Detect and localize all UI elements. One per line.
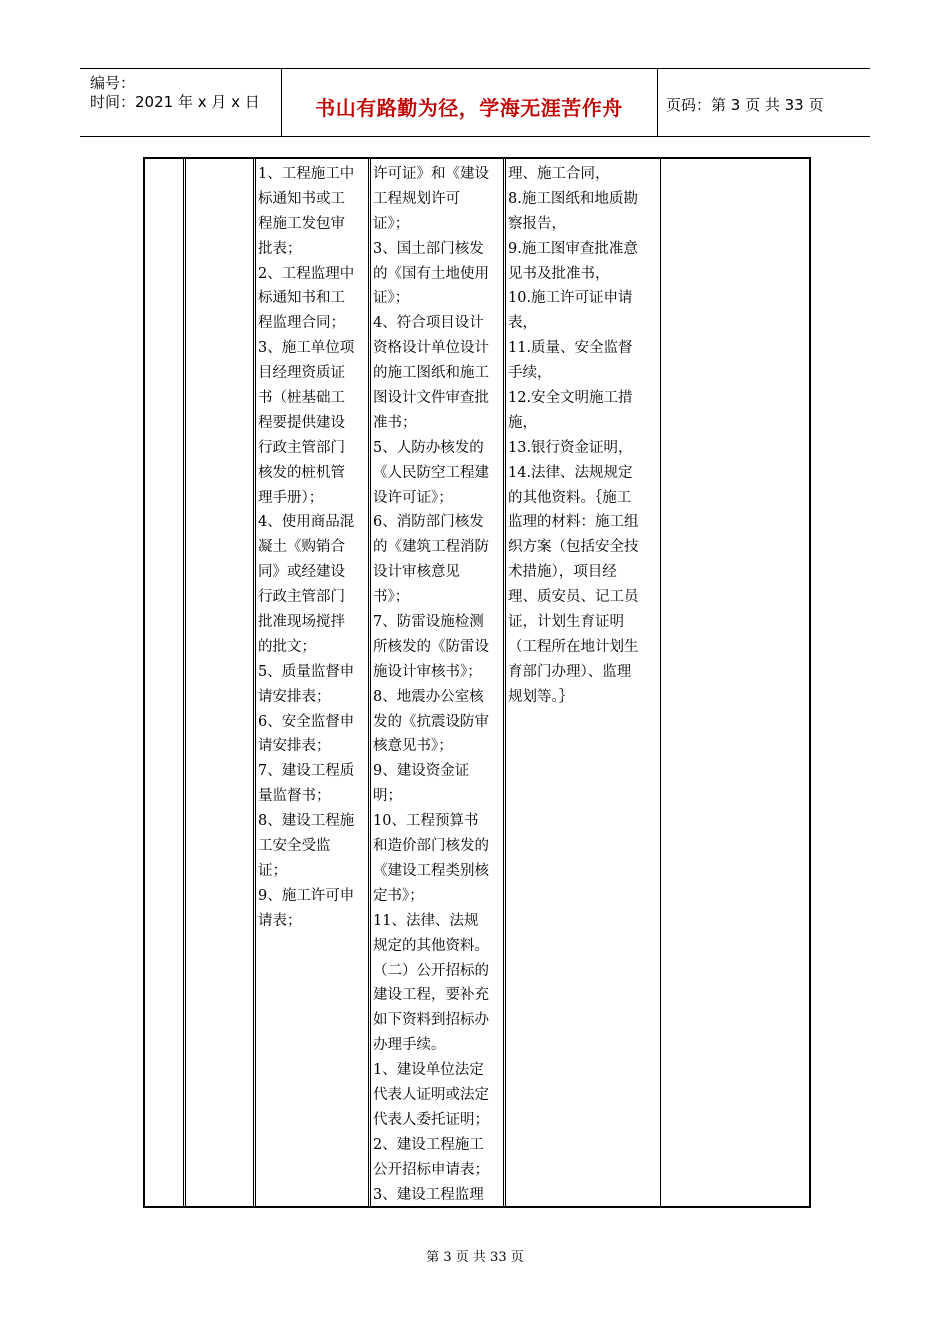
table-text-line: 《人民防空工程建 xyxy=(373,464,489,481)
table-text-line: 6、安全监督申 xyxy=(258,713,355,730)
table-text-line: 12.安全文明施工措 xyxy=(508,390,633,407)
table-text-line: 凝土《购销合 xyxy=(258,539,345,556)
table-text-line: 手续， xyxy=(508,365,552,382)
table-text-line: 同》或经建设 xyxy=(258,564,345,581)
table-text-line: 2、建设工程施工 xyxy=(373,1136,484,1153)
page-footer: 第 3 页 共 33 页 xyxy=(426,1250,524,1265)
header-meta-cell xyxy=(80,69,282,136)
table-text-line: 行政主管部门 xyxy=(258,589,345,606)
table-text-line: 建设工程，要补充 xyxy=(373,987,489,1004)
document-number-label: 编号： xyxy=(90,74,136,92)
table-text-line: 8、建设工程施 xyxy=(258,813,355,830)
column-divider xyxy=(253,159,256,1206)
table-text-line: 许可证》和《建设 xyxy=(373,166,489,182)
table-text-line: 请表； xyxy=(258,912,302,929)
table-text-line: 工程规划许可 xyxy=(373,190,460,207)
table-text-line: 所核发的《防雷设 xyxy=(373,638,489,655)
table-cell-col5 xyxy=(508,162,658,710)
table-text-line: 证，计划生育证明 xyxy=(508,614,624,631)
table-text-line: 代表人委托证明； xyxy=(373,1111,489,1128)
table-text-line: 标通知书或工 xyxy=(258,190,345,207)
column-divider xyxy=(503,159,506,1206)
table-text-line: 发的《抗震设防审 xyxy=(373,713,489,730)
table-text-line: 办理手续。 xyxy=(373,1037,446,1054)
table-text-line: （工程所在地计划生 xyxy=(508,638,639,655)
header-motto: 书山有路勤为径，学海无涯苦作舟 xyxy=(315,96,623,120)
table-text-line: 请安排表； xyxy=(258,738,331,755)
table-cell-col3 xyxy=(258,162,366,934)
table-text-line: 行政主管部门 xyxy=(258,439,345,456)
table-cell-col4 xyxy=(373,162,501,1207)
header-page-cell xyxy=(658,69,870,136)
table-text-line: 3、建设工程监理 xyxy=(373,1186,484,1203)
column-divider xyxy=(183,159,186,1206)
table-text-line: 14.法律、法规规定 xyxy=(508,464,633,481)
table-text-line: 的批文； xyxy=(258,638,316,655)
table-text-line: 核发的桩机管 xyxy=(258,464,345,481)
table-text-line: 批表； xyxy=(258,240,302,257)
table-text-line: 请安排表； xyxy=(258,688,331,705)
table-text-line: 织方案（包括安全技 xyxy=(508,539,639,556)
table-text-line: 核意见书》； xyxy=(373,738,453,755)
table-text-line: 的《建筑工程消防 xyxy=(373,539,489,556)
header-page-info: 页码：第 3 页 共 33 页 xyxy=(666,96,824,114)
table-text-line: 8、地震办公室核 xyxy=(373,688,484,705)
table-text-line: 《建设工程类别核 xyxy=(373,862,489,879)
table-text-line: 11.质量、安全监督 xyxy=(508,340,633,357)
table-text-line: 察报告， xyxy=(508,215,566,232)
table-text-line: 5、质量监督申 xyxy=(258,663,355,680)
table-text-line: 工安全受监 xyxy=(258,838,331,855)
table-text-line: 13.银行资金证明， xyxy=(508,439,633,456)
table-text-line: 施设计审核书》； xyxy=(373,663,482,680)
table-text-line: 量监督书； xyxy=(258,788,331,805)
table-text-line: 的《国有土地使用 xyxy=(373,265,489,282)
table-text-line: 的其他资料。｛施工 xyxy=(508,489,632,506)
table-text-line: 规定的其他资料。 xyxy=(373,937,489,954)
table-text-line: 理、施工合同， xyxy=(508,166,610,182)
column-divider xyxy=(660,159,661,1206)
table-text-line: 监理的材料：施工组 xyxy=(508,514,639,531)
table-text-line: 2、工程监理中 xyxy=(258,265,355,282)
table-text-line: 程监理合同； xyxy=(258,315,345,332)
table-text-line: 证》； xyxy=(373,215,410,232)
table-text-line: 9.施工图审查批准意 xyxy=(508,240,638,257)
table-text-line: 4、符合项目设计 xyxy=(373,315,484,332)
table-text-line: 书（桩基础工 xyxy=(258,390,345,407)
table-text-line: 代表人证明或法定 xyxy=(373,1086,489,1103)
table-text-line: 批准现场搅拌 xyxy=(258,614,345,631)
table-text-line: 程施工发包审 xyxy=(258,215,345,232)
table-text-line: 7、防雷设施检测 xyxy=(373,614,484,631)
table-text-line: 定书》； xyxy=(373,887,424,904)
document-date-label: 时间：2021 年 x 月 x 日 xyxy=(90,93,260,111)
table-text-line: 证》； xyxy=(373,290,410,307)
table-text-line: 6、消防部门核发 xyxy=(373,514,484,531)
table-text-line: 9、建设资金证 xyxy=(373,763,470,780)
page-header xyxy=(80,68,870,137)
table-text-line: 10、工程预算书 xyxy=(373,813,479,830)
table-text-line: 见书及批准书， xyxy=(508,265,610,282)
header-motto-cell xyxy=(281,69,658,136)
table-text-line: 设计审核意见 xyxy=(373,564,460,581)
table-text-line: 程要提供建设 xyxy=(258,414,345,431)
table-text-line: 证； xyxy=(258,862,287,879)
table-text-line: 5、人防办核发的 xyxy=(373,439,484,456)
table-text-line: 8.施工图纸和地质勘 xyxy=(508,190,638,207)
table-text-line: 育部门办理）、监理 xyxy=(508,663,632,680)
table-text-line: 如下资料到招标办 xyxy=(373,1012,489,1029)
requirements-table xyxy=(143,157,811,1208)
table-text-line: 3、施工单位项 xyxy=(258,340,355,357)
table-text-line: 的施工图纸和施工 xyxy=(373,365,489,382)
table-text-line: 1、建设单位法定 xyxy=(373,1062,484,1079)
table-text-line: 施， xyxy=(508,414,537,431)
table-text-line: 和造价部门核发的 xyxy=(373,838,489,855)
table-text-line: 规划等。｝ xyxy=(508,688,574,705)
table-text-line: 术措施），项目经 xyxy=(508,564,617,581)
table-text-line: 目经理资质证 xyxy=(258,365,345,382)
column-divider xyxy=(368,159,371,1206)
table-text-line: 1、工程施工中 xyxy=(258,166,355,182)
table-text-line: 资格设计单位设计 xyxy=(373,340,489,357)
table-text-line: 4、使用商品混 xyxy=(258,514,355,531)
table-text-line: 书》； xyxy=(373,589,410,606)
table-text-line: 7、建设工程质 xyxy=(258,763,355,780)
table-text-line: 理手册）； xyxy=(258,489,324,506)
table-text-line: 标通知书和工 xyxy=(258,290,345,307)
table-text-line: 11、法律、法规 xyxy=(373,912,479,929)
table-text-line: 理、质安员、记工员 xyxy=(508,589,639,606)
table-text-line: 公开招标申请表； xyxy=(373,1161,489,1178)
table-text-line: 10.施工许可证申请 xyxy=(508,290,633,307)
table-text-line: 9、施工许可申 xyxy=(258,887,355,904)
table-text-line: 3、国土部门核发 xyxy=(373,240,484,257)
table-text-line: （二）公开招标的 xyxy=(373,962,489,979)
table-text-line: 明； xyxy=(373,788,402,805)
table-text-line: 图设计文件审查批 xyxy=(373,390,489,407)
table-text-line: 表， xyxy=(508,315,537,332)
table-text-line: 设许可证》； xyxy=(373,489,453,506)
table-text-line: 准书； xyxy=(373,414,417,431)
